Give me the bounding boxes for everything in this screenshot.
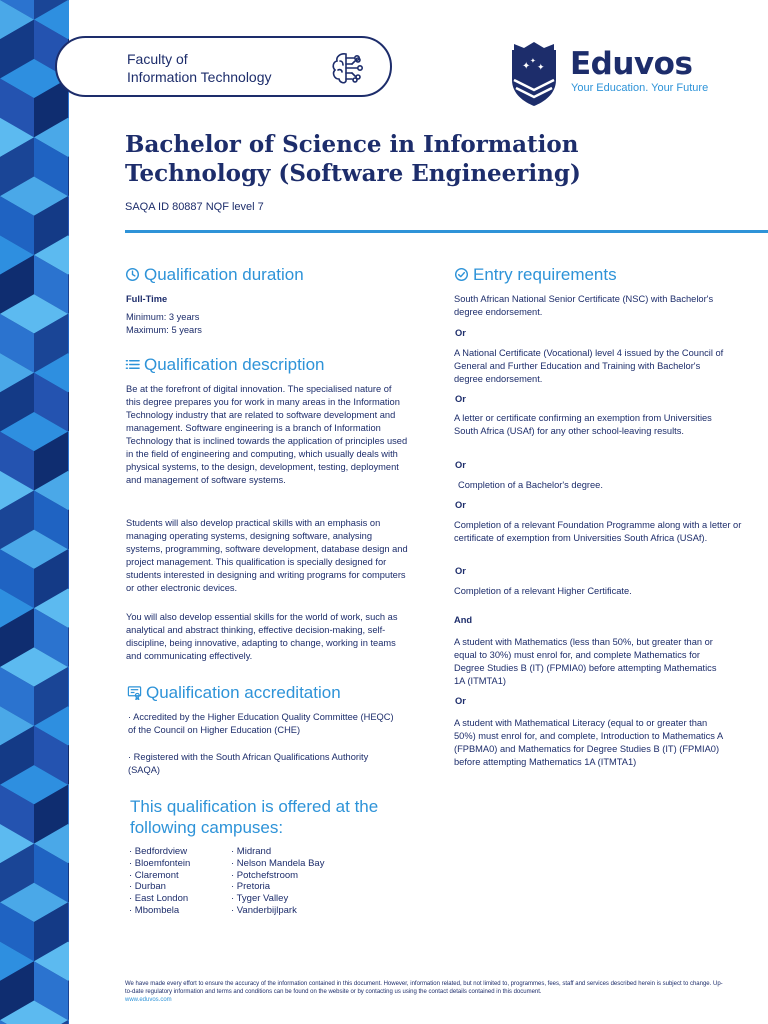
duration-minimum: Minimum: 3 years [126, 312, 200, 322]
divider [125, 230, 768, 233]
certificate-icon [127, 685, 142, 700]
campus-list-col-1 [129, 846, 190, 917]
campus-item: · Mbombela [129, 904, 180, 916]
or-separator: Or [455, 566, 466, 576]
footer [125, 980, 725, 1004]
title-line-1: Bachelor of Science in Information [125, 131, 579, 158]
brand-name: Eduvos [570, 46, 693, 82]
campus-item: · Potchefstroom [231, 869, 299, 881]
duration-heading [125, 265, 304, 285]
faculty-name: Information Technology [127, 69, 272, 85]
campus-list-col-2 [231, 846, 324, 917]
or-separator: Or [455, 394, 466, 404]
campus-item: · Durban [129, 881, 166, 893]
campus-item: · Bloemfontein [129, 857, 191, 869]
entry-requirement-2: A National Certificate (Vocational) level 4 issued by the Council of General and Further Education and Training with Bachelor's degree endorsement. [454, 348, 724, 384]
duration-mode: Full-Time [126, 294, 168, 304]
entry-requirement-6: Completion of a relevant Higher Certificate. [454, 586, 632, 596]
cube-pattern [0, 0, 69, 1024]
description-heading [125, 355, 324, 375]
campus-item: · Tyger Valley [231, 893, 289, 905]
decorative-cube-strip [0, 0, 69, 1024]
campus-item: · Midrand [231, 846, 272, 857]
entry-requirement-8: A student with Mathematical Literacy (equal to or greater than 50%) must enrol for, and complete, Introduction to Mathematics A (FPBMA0) and Mathematics for Degree Studies B (IT) (FPMIA0) before attempting Mathematics 1A (ITMTA1) [454, 718, 723, 767]
accreditation-heading [127, 683, 341, 703]
description-paragraph-1: Be at the forefront of digital innovation. The specialised nature of this degree prepares you for work in many areas in the Information Technology industry that are related to software development and management. Software engineering is a branch of Information Technology that is inclined towards the application of principles used in the field of engineering and computing, which usually deals with physical systems, to the design, development, testing, deployment and management of software systems. [126, 384, 408, 485]
check-circle-icon [454, 267, 469, 282]
entry-requirement-7: A student with Mathematics (less than 50%, but greater than or equal to 30%) must enrol for, and complete Mathematics for Degree Studies B (IT) (FPMIA0) before attempting Mathematics 1A (ITMTA1) [454, 637, 717, 686]
campus-item: · Vanderbijlpark [231, 904, 297, 916]
cube-face [68, 1020, 69, 1024]
description-paragraph-2: Students will also develop practical skills with an emphasis on managing operating systems, designing software, analysing systems, programming, software development, database design and project management. This qualification is specially designed for students interested in designing and writing programs for computers or other electronic devices. [126, 518, 408, 593]
footer-website-link[interactable]: www.eduvos.com [125, 997, 172, 1003]
eduvos-shield-logo [508, 36, 560, 108]
duration-heading-text: Qualification duration [144, 265, 304, 284]
entry-heading [454, 265, 617, 285]
entry-requirement-1: South African National Senior Certificate (NSC) with Bachelor's degree endorsement. [454, 294, 714, 317]
campus-item: · Nelson Mandela Bay [231, 857, 325, 869]
svg-text:✦: ✦ [537, 63, 545, 73]
accreditation-item-1: · Accredited by the Higher Education Quality Committee (HEQC) of the Council on Higher Education (CHE) [128, 712, 394, 735]
campuses-heading: This qualification is offered at the following campuses: [130, 797, 379, 837]
and-separator: And [454, 615, 473, 625]
svg-text:✦: ✦ [530, 57, 536, 65]
or-separator: Or [455, 696, 466, 706]
or-separator: Or [455, 460, 466, 470]
brand-tagline: Your Education. Your Future [571, 82, 709, 94]
duration-maximum: Maximum: 5 years [126, 325, 202, 335]
svg-text:✦: ✦ [522, 61, 531, 72]
campus-item: · Bedfordview [129, 846, 188, 857]
accreditation-item-2: · Registered with the South African Qualifications Authority (SAQA) [128, 752, 369, 775]
faculty-banner [55, 36, 392, 97]
entry-requirement-5: Completion of a relevant Foundation Programme along with a letter or certificate of exemption from Universities South Africa (USAf). [454, 520, 742, 543]
entry-requirement-3: A letter or certificate confirming an exemption from Universities South Africa (USAf) for any other school-leaving results. [454, 413, 712, 436]
campus-item: · Claremont [129, 869, 179, 881]
brain-circuit-icon [327, 48, 367, 88]
clock-icon [125, 267, 140, 282]
accreditation-heading-text: Qualification accreditation [146, 683, 341, 702]
campus-item: · Pretoria [231, 881, 271, 893]
title-line-2: Technology (Software Engineering) [125, 160, 581, 187]
or-separator: Or [455, 500, 466, 510]
page-title [125, 130, 725, 188]
footer-disclaimer: We have made every effort to ensure the accuracy of the information contained in this document. However, information related, but not limited to, programmes, fees, staff and services described herein is subject to change. Up-to-date regulatory information and terms and conditions can be found on the website or by contacting us using the contact details contained in this document. [125, 981, 723, 995]
campus-item: · East London [129, 893, 189, 905]
entry-requirement-4: Completion of a Bachelor's degree. [458, 480, 603, 490]
saqa-id: SAQA ID 80887 NQF level 7 [125, 201, 264, 213]
description-paragraph-3: You will also develop essential skills for the world of work, such as analytical and abstract thinking, effective decision-making, self-discipline, being innovative, adapting to change, working in teams and communicating effectively. [126, 612, 398, 661]
description-heading-text: Qualification description [144, 355, 325, 374]
or-separator: Or [455, 328, 466, 338]
list-icon [125, 357, 140, 372]
entry-heading-text: Entry requirements [473, 265, 617, 284]
faculty-label: Faculty of [127, 51, 188, 67]
